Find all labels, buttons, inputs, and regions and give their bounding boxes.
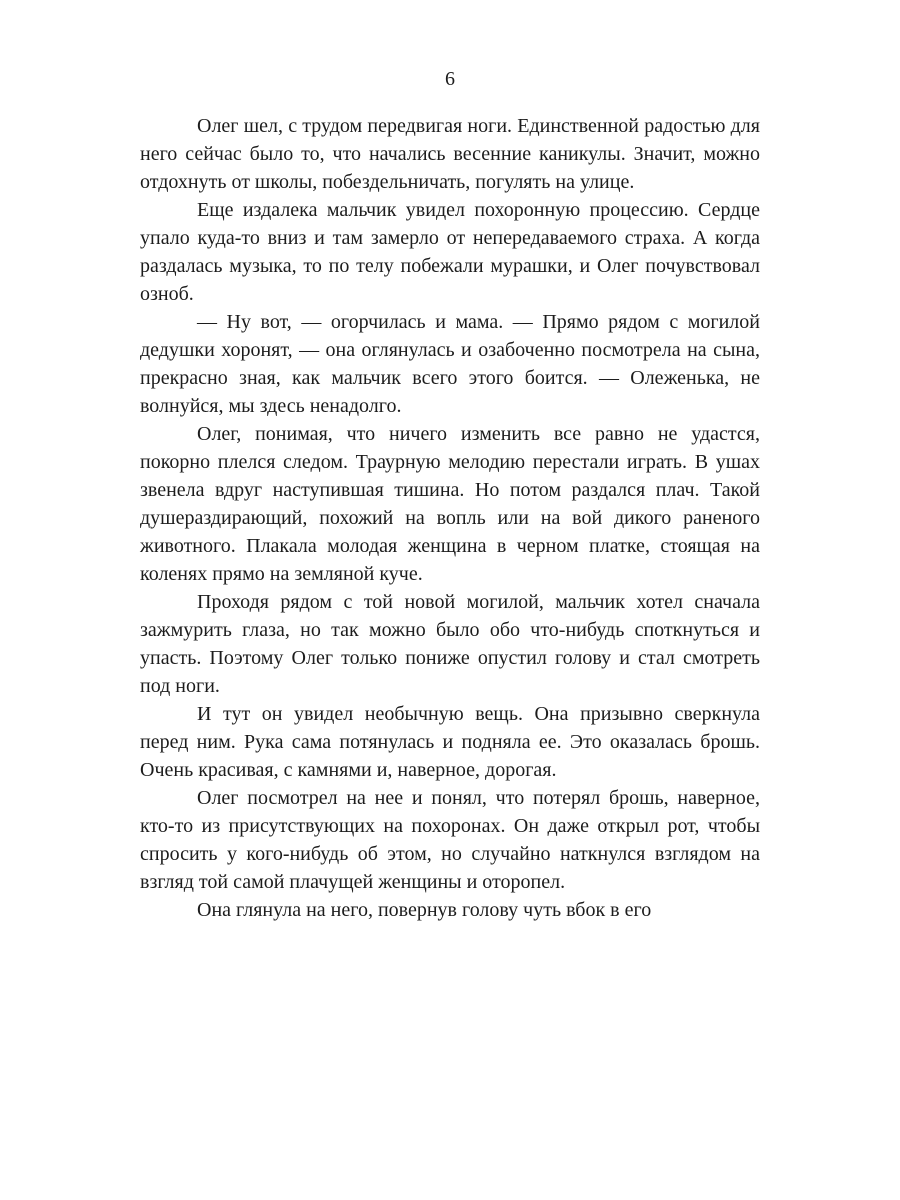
paragraph-3: — Ну вот, — огорчилась и мама. — Прямо рядом с могилой дедушки хоронят, — она оглянулась и озабоченно посмотрела на сына, прекрасно зная, как мальчик всего этого боится. — Олеженька, не волнуйся, мы здесь ненадолго. xyxy=(140,311,760,417)
paragraph-7: Олег посмотрел на нее и понял, что потерял брошь, наверное, кто-то из присутствующих на похоронах. Он даже открыл рот, чтобы спросить у кого-нибудь об этом, но случайно наткнулся взглядом на взгляд той самой плачущей женщины и оторопел. xyxy=(140,787,760,893)
paragraph-1: Олег шел, с трудом передвигая ноги. Единственной радостью для него сейчас было то, что начались весенние каникулы. Значит, можно отдохнуть от школы, побездельничать, погулять на улице. xyxy=(140,115,760,193)
paragraph-6: И тут он увидел необычную вещь. Она призывно сверкнула перед ним. Рука сама потянулась и подняла ее. Это оказалась брошь. Очень красивая, с камнями и, наверное, дорогая. xyxy=(140,703,760,781)
paragraph-8: Она глянула на него, повернув голову чуть вбок в его xyxy=(197,899,652,921)
paragraph-4: Олег, понимая, что ничего изменить все равно не удастся, покорно плелся следом. Траурную мелодию перестали играть. В ушах звенела вдруг наступившая тишина. Но потом раздался плач. Такой душераздирающий, похожий на вопль или на вой дикого раненого животного. Плакала молодая женщина в черном платке, стоящая на коленях прямо на земляной куче. xyxy=(140,423,760,585)
paragraph-5: Проходя рядом с той новой могилой, мальчик хотел сначала зажмурить глаза, но так можно было обо что-нибудь споткнуться и упасть. Поэтому Олег только пониже опустил голову и стал смотреть под ноги. xyxy=(140,591,760,697)
paragraph-2: Еще издалека мальчик увидел похоронную процессию. Сердце упало куда-то вниз и там замерло от непередаваемого страха. А когда раздалась музыка, то по телу побежали мурашки, и Олег почувствовал озноб. xyxy=(140,199,760,305)
page-number: 6 xyxy=(445,68,455,90)
text-block xyxy=(140,112,760,924)
